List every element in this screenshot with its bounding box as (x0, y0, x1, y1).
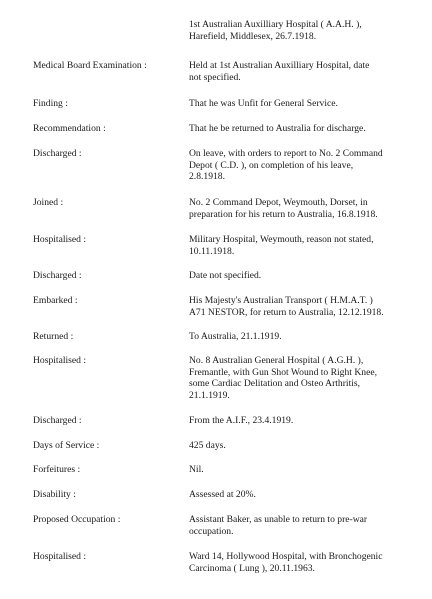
record-label: Hospitalised : (33, 234, 87, 245)
record-label: Discharged : (33, 148, 82, 159)
record-value-line: On leave, with orders to report to No. 2 Command (189, 148, 383, 159)
record-label: Joined : (33, 197, 64, 208)
record-value (189, 98, 409, 110)
record-value-line: some Cardiac Delitation and Osteo Arthritis, (189, 378, 361, 389)
record-value-line: Fremantle, with Gun Shot Wound to Right Knee, (189, 366, 377, 378)
record-value (189, 123, 409, 135)
record-value-line: preparation for his return to Australia, 16.8.1918. (189, 208, 378, 220)
record-value (189, 148, 409, 183)
record-value-line: Nil. (189, 464, 204, 475)
record-value-line: 21.1.1919. (189, 389, 230, 401)
record-value (189, 197, 409, 220)
record-value (189, 514, 409, 537)
record-label: Disability : (33, 489, 76, 500)
record-value-line: That he be returned to Australia for discharge. (189, 123, 366, 134)
record-label: Embarked : (33, 295, 78, 306)
record-value (189, 415, 409, 427)
record-label: Forfeitures : (33, 464, 81, 475)
record-value-line: From the A.I.F., 23.4.1919. (189, 415, 294, 426)
record-label: Hospitalised : (33, 551, 87, 562)
record-value-line: Date not specified. (189, 270, 262, 281)
record-value-line: Carcinoma ( Lung ), 20.11.1963. (189, 562, 315, 574)
record-value-line: not specified. (189, 71, 241, 83)
record-value-line: Harefield, Middlesex, 26.7.1918. (189, 30, 317, 42)
record-value-line: His Majesty's Australian Transport ( H.M.A.T. ) (189, 295, 373, 306)
record-value (189, 551, 409, 574)
record-label: Discharged : (33, 270, 82, 281)
record-value (189, 355, 409, 401)
record-label: Discharged : (33, 415, 82, 426)
record-value (189, 464, 409, 476)
record-value-line: Assistant Baker, as unable to return to pre-war (189, 514, 368, 525)
record-value-line: That he was Unfit for General Service. (189, 98, 338, 109)
record-value (189, 234, 409, 257)
record-value (189, 489, 409, 501)
record-value-line: occupation. (189, 525, 234, 537)
record-value-line: Assessed at 20%. (189, 489, 256, 500)
record-value (189, 331, 409, 343)
record-value-line: No. 8 Australian General Hospital ( A.G.H. ), (189, 355, 364, 366)
record-label: Medical Board Examination : (33, 60, 147, 71)
record-value-line: Held at 1st Australian Auxilliary Hospital, date (189, 60, 370, 71)
record-value-line: Military Hospital, Weymouth, reason not stated, (189, 234, 374, 245)
record-value-line: Depot ( C.D. ), on completion of his leave, (189, 159, 354, 171)
record-value-line: 425 days. (189, 440, 226, 451)
record-value (189, 295, 409, 318)
record-label: Returned : (33, 331, 74, 342)
record-value (189, 270, 409, 282)
record-value-line: Ward 14, Hollywood Hospital, with Bronchogenic (189, 551, 383, 562)
record-label: Days of Service : (33, 440, 100, 451)
record-label: Recommendation : (33, 123, 106, 134)
record-label: Hospitalised : (33, 355, 87, 366)
record-value-line: No. 2 Command Depot, Weymouth, Dorset, in (189, 197, 368, 208)
record-value-line: To Australia, 21.1.1919. (189, 331, 282, 342)
record-value (189, 440, 409, 452)
record-label: Proposed Occupation : (33, 514, 121, 525)
record-value (189, 60, 409, 83)
record-value-line: 2.8.1918. (189, 171, 225, 182)
record-value-line: A71 NESTOR, for return to Australia, 12.12.1918. (189, 306, 384, 318)
record-value-line: 1st Australian Auxilliary Hospital ( A.A.H. ), (189, 19, 362, 30)
record-label: Finding : (33, 98, 68, 109)
record-value-line: 10.11.1918. (189, 245, 235, 257)
record-value (189, 19, 409, 42)
